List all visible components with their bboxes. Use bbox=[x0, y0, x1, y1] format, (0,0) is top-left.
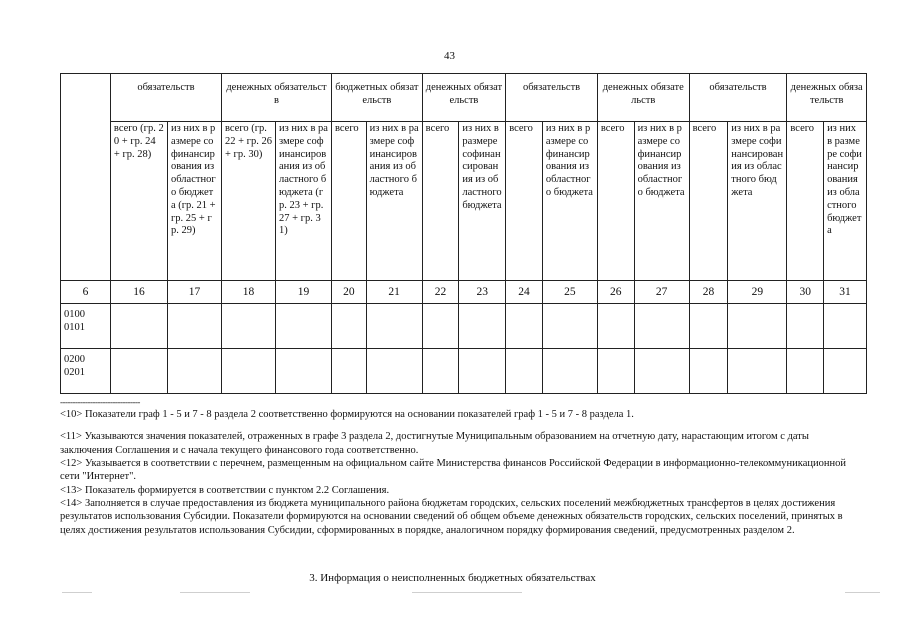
sub-header: всего (гр. 22 + гр. 26 + гр. 30) bbox=[221, 122, 275, 281]
empty-cell bbox=[787, 304, 824, 349]
empty-cell bbox=[597, 349, 634, 394]
sub-header: из них в размере софинансирования из областного бюджета bbox=[542, 122, 597, 281]
sub-header: всего bbox=[787, 122, 824, 281]
group-header: денежных обязательств bbox=[221, 74, 331, 122]
row-code: 0200 bbox=[64, 354, 85, 365]
empty-cell bbox=[728, 304, 787, 349]
table-row bbox=[61, 304, 867, 349]
empty-cell bbox=[824, 304, 867, 349]
sub-header: из них в размере софинансирования из областного бюджета bbox=[824, 122, 867, 281]
sub-header: из них в размере софинансирования из областного бюджета bbox=[634, 122, 689, 281]
sub-header: всего (гр. 20 + гр. 24 + гр. 28) bbox=[110, 122, 167, 281]
row-code: 0101 bbox=[64, 322, 85, 334]
column-number: 20 bbox=[332, 281, 367, 304]
empty-cell bbox=[221, 304, 275, 349]
sub-header-row bbox=[61, 122, 867, 281]
sub-header: из них в размере софинансирования из областного бюджета (гр. 23 + гр. 27 + гр. 31) bbox=[275, 122, 331, 281]
empty-cell bbox=[728, 349, 787, 394]
empty-cell bbox=[459, 349, 506, 394]
column-number: 16 bbox=[110, 281, 167, 304]
empty-cell bbox=[824, 349, 867, 394]
page-number: 43 bbox=[444, 50, 455, 62]
row-code-cell bbox=[61, 349, 111, 394]
group-header: денежных обязательств bbox=[787, 74, 867, 122]
empty-cell bbox=[422, 304, 459, 349]
column-number: 30 bbox=[787, 281, 824, 304]
scan-artifact-line bbox=[845, 592, 880, 593]
empty-cell bbox=[366, 304, 422, 349]
footnote: <10> Показатели граф 1 - 5 и 7 - 8 раздела 2 соответственно формируются на основании показателей граф 1 - 5 и 7 - 8 раздела 1. bbox=[60, 409, 634, 420]
empty-cell bbox=[110, 349, 167, 394]
empty-cell bbox=[634, 304, 689, 349]
sub-header: всего bbox=[506, 122, 543, 281]
group-header: денежных обязательств bbox=[597, 74, 689, 122]
column-number: 26 bbox=[597, 281, 634, 304]
sub-header: из них в размере софинансирования из областного бюджета bbox=[728, 122, 787, 281]
code-header-cell bbox=[61, 74, 111, 281]
column-number: 28 bbox=[689, 281, 728, 304]
empty-cell bbox=[422, 349, 459, 394]
scan-artifact-line bbox=[412, 592, 522, 593]
empty-cell bbox=[332, 304, 367, 349]
empty-cell bbox=[275, 304, 331, 349]
column-number: 31 bbox=[824, 281, 867, 304]
footnote: <14> Заполняется в случае предоставления из бюджета муниципального района бюджетам городских, сельских поселений межбюджетных трансфертов в целях достижения результатов использования Субсидии. Показатели формируются на основании сведений об общем объеме денежных обязательств городских, сельских поселений, принятых в целях достижения результатов использования Субсидии, сформированных в порядке, аналогичном порядку формирования сведений, предусмотренных разделом 2. bbox=[60, 497, 843, 536]
sub-header: всего bbox=[332, 122, 367, 281]
column-number: 6 bbox=[61, 281, 111, 304]
section-heading: 3. Информация о неисполненных бюджетных обязательствах bbox=[309, 572, 596, 584]
empty-cell bbox=[366, 349, 422, 394]
sub-header: из них в размере софинансирования из областного бюджета bbox=[459, 122, 506, 281]
group-header: денежных обязательств bbox=[422, 74, 506, 122]
empty-cell bbox=[542, 304, 597, 349]
empty-cell bbox=[110, 304, 167, 349]
empty-cell bbox=[787, 349, 824, 394]
footnote-separator: -------------------------------- bbox=[60, 397, 140, 407]
table-row bbox=[61, 349, 867, 394]
scan-artifact-line bbox=[62, 592, 92, 593]
footnotes bbox=[60, 408, 850, 537]
sub-header: всего bbox=[689, 122, 728, 281]
column-number: 22 bbox=[422, 281, 459, 304]
empty-cell bbox=[332, 349, 367, 394]
empty-cell bbox=[167, 304, 221, 349]
sub-header: всего bbox=[422, 122, 459, 281]
column-number: 21 bbox=[366, 281, 422, 304]
empty-cell bbox=[167, 349, 221, 394]
column-number: 24 bbox=[506, 281, 543, 304]
empty-cell bbox=[597, 304, 634, 349]
empty-cell bbox=[689, 304, 728, 349]
group-header: обязательств bbox=[689, 74, 787, 122]
empty-cell bbox=[506, 349, 543, 394]
row-code-cell bbox=[61, 304, 111, 349]
column-number: 17 bbox=[167, 281, 221, 304]
group-header: бюджетных обязательств bbox=[332, 74, 423, 122]
column-number: 23 bbox=[459, 281, 506, 304]
column-number: 19 bbox=[275, 281, 331, 304]
group-header-row bbox=[61, 74, 867, 122]
group-header: обязательств bbox=[506, 74, 598, 122]
sub-header: из них в размере софинансирования из областного бюджета (гр. 21 + гр. 25 + гр. 29) bbox=[167, 122, 221, 281]
empty-cell bbox=[275, 349, 331, 394]
scan-artifact-line bbox=[180, 592, 250, 593]
group-header: обязательств bbox=[110, 74, 221, 122]
empty-cell bbox=[459, 304, 506, 349]
column-number: 29 bbox=[728, 281, 787, 304]
empty-cell bbox=[689, 349, 728, 394]
empty-cell bbox=[221, 349, 275, 394]
footnote: <11> Указываются значения показателей, отраженных в графе 3 раздела 2, достигнутые Муниципальным образованием на отчетную дату, нарастающим итогом с даты заключения Соглашения и с начала текущего финансового года соответственно. bbox=[60, 431, 809, 456]
obligations-table bbox=[60, 73, 867, 394]
footnote: <13> Показатель формируется в соответствии с пунктом 2.2 Соглашения. bbox=[60, 484, 390, 496]
sub-header: всего bbox=[597, 122, 634, 281]
footnote: <12> Указывается в соответствии с перечнем, размещенным на официальном сайте Министерства финансов Российской Федерации в информационно-телекоммуникационной сети "Интернет". bbox=[60, 457, 846, 483]
row-code: 0201 bbox=[64, 367, 85, 379]
row-code: 0100 bbox=[64, 309, 85, 320]
empty-cell bbox=[506, 304, 543, 349]
empty-cell bbox=[634, 349, 689, 394]
column-number: 18 bbox=[221, 281, 275, 304]
empty-cell bbox=[542, 349, 597, 394]
column-number-row bbox=[61, 281, 867, 304]
sub-header: из них в размере софинансирования из областного бюджета bbox=[366, 122, 422, 281]
column-number: 25 bbox=[542, 281, 597, 304]
column-number: 27 bbox=[634, 281, 689, 304]
